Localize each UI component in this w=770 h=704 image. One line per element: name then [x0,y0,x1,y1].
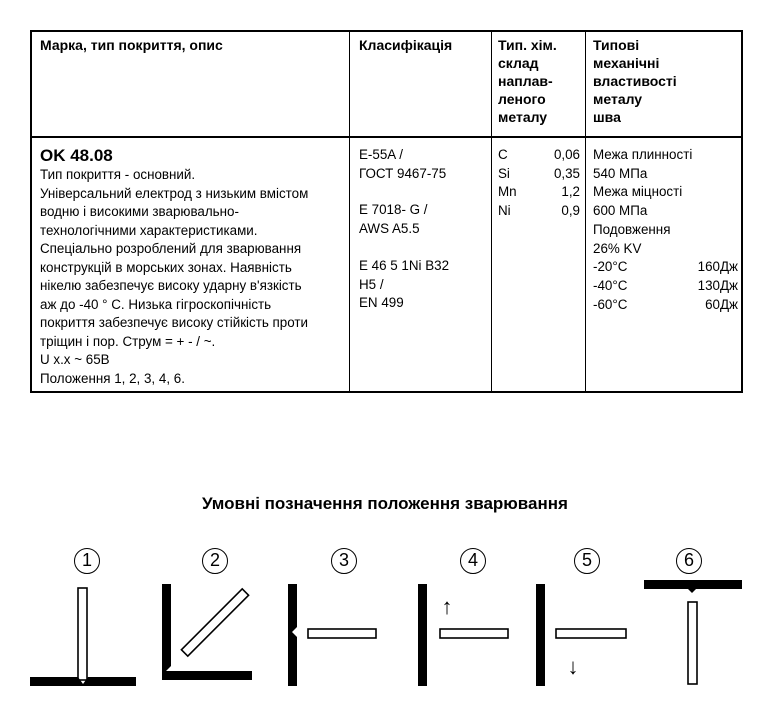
description-line: Універсальний електрод з низьким вмістом [40,185,309,201]
description-line: Положення 1, 2, 3, 4, 6. [40,370,185,386]
classification-line: H5 / [359,276,384,292]
position-number-3: 3 [331,548,357,574]
impact-value: 60Дж [705,296,738,312]
element-symbol: Si [498,165,510,181]
description-line: покриття забезпечує високу стійкість проти [40,315,309,330]
chemistry-row [498,165,582,184]
description-line: U x.x ~ 65В [40,352,110,367]
welding-positions-diagram [0,560,770,704]
product-description [40,166,345,388]
impact-row [593,277,738,296]
element-value: 0,35 [553,165,580,181]
elongation-value: 26% KV [593,240,642,256]
element-value: 0,06 [553,147,580,162]
tensile-label: Межа міцності [593,184,683,200]
description-line: Тип покриття - основний. [40,167,196,182]
header-divider [32,136,741,138]
element-symbol: Ni [498,203,511,219]
impact-temp: -40°C [593,277,628,293]
column-divider [585,32,586,391]
arrow-down-icon: ↓ [567,654,579,679]
header-classification: Класифікація [359,37,453,53]
column-divider [491,32,492,391]
impact-temp: -20°C [593,259,628,275]
element-value: 1,2 [561,184,580,200]
header-mechanical: Типові механічні властивості металу шва [593,37,677,125]
position-number-2: 2 [202,548,228,574]
position-number-6: 6 [676,548,702,574]
classification-cell [359,146,489,313]
column-divider [349,32,350,391]
mechanical-cell [593,146,738,314]
header-brand: Марка, тип покриття, опис [40,37,223,53]
position-4-vertical-up-icon [418,584,508,686]
product-cell [40,146,345,388]
position-number-4: 4 [460,548,486,574]
welding-positions-title: Умовні позначення положення зварювання [202,494,568,513]
classification-line: E-55A / [359,147,403,162]
element-symbol: Mn [498,184,517,200]
position-6-overhead-icon [644,580,742,684]
classification-line: EN 499 [359,295,404,311]
chemistry-row [498,183,582,202]
impact-value: 160Дж [697,259,738,275]
arrow-up-icon: ↑ [441,594,453,619]
position-1-flat-icon [30,588,136,686]
position-2-corner-icon [162,584,252,680]
yield-value: 540 МПа [593,165,648,181]
electrode-spec-table [30,30,743,393]
classification-line: AWS A5.5 [359,221,420,237]
description-line: тріщин і пор. Струм = + - / ~. [40,333,216,349]
classification-line: E 7018- G / [359,202,428,218]
chemistry-cell [498,146,582,221]
impact-row [593,258,738,277]
position-3-horizontal-icon [288,584,376,686]
description-line: нікелю забезпечує високу ударну в'язкість [40,278,302,293]
description-line: конструкцій в морських зонах. Наявність [40,259,292,275]
chemistry-row [498,146,582,165]
impact-row [593,296,738,315]
impact-value: 130Дж [697,277,738,293]
element-symbol: C [498,147,508,162]
header-chemistry: Тип. хім. склад наплав- леного металу [498,37,557,125]
impact-temp: -60°C [593,296,628,312]
classification-line: E 46 5 1Ni B32 [359,257,450,273]
classification-line: ГОСТ 9467-75 [359,165,447,181]
position-number-1: 1 [74,548,100,574]
position-5-vertical-down-icon [536,584,626,686]
description-line: аж до -40 ° С. Низька гігроскопічність [40,296,272,312]
tensile-value: 600 МПа [593,203,648,219]
description-line: водню і високими зварювально- [40,204,239,219]
chemistry-row [498,202,582,221]
yield-label: Межа плинності [593,147,693,162]
description-line: технологічними характеристиками. [40,222,258,238]
element-value: 0,9 [561,203,580,219]
elongation-label: Подовження [593,221,671,237]
product-name: OK 48.08 [40,146,113,165]
position-number-5: 5 [574,548,600,574]
description-line: Спеціально розроблений для зварювання [40,241,302,256]
